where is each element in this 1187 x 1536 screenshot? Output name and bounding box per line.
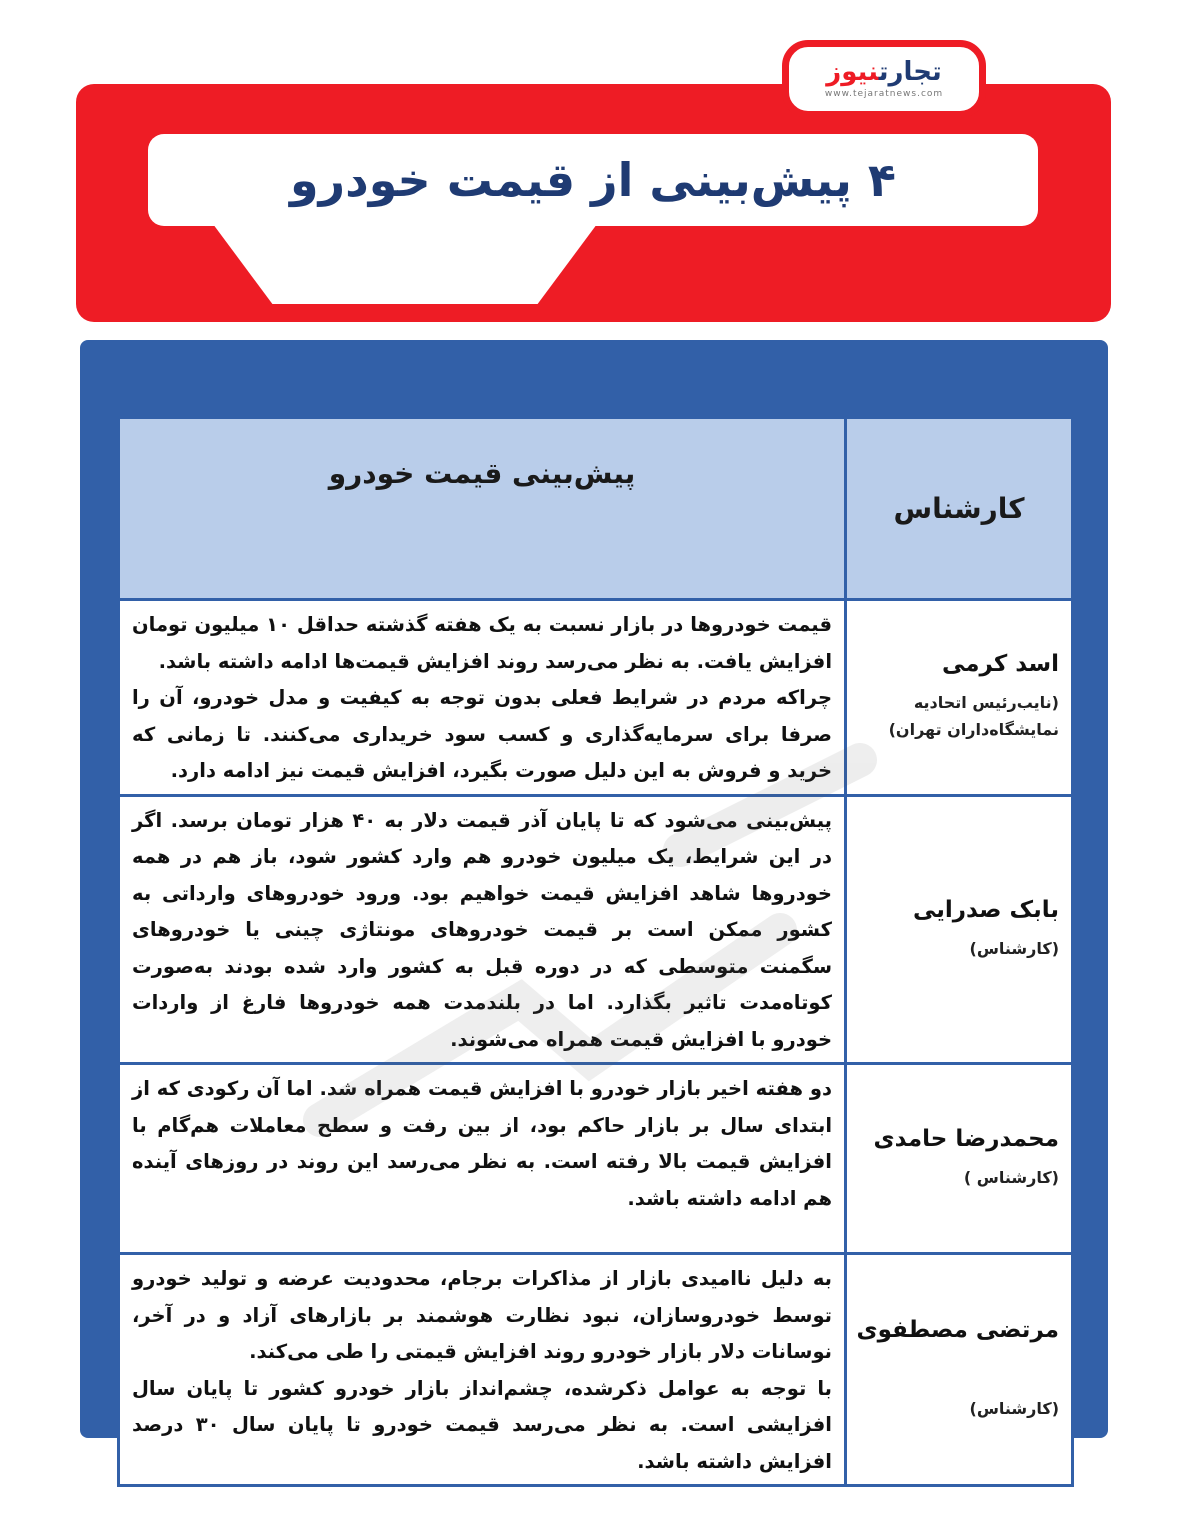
title-banner-notch: [210, 220, 600, 304]
expert-role: (کارشناس): [969, 938, 1059, 958]
table-row: [119, 795, 1073, 1064]
expert-cell: [846, 600, 1073, 796]
expert-name: بابک صدرایی: [912, 896, 1059, 923]
header-expert: کارشناس: [846, 418, 1073, 600]
forecast-cell: [119, 1254, 846, 1486]
brand-logo: [782, 40, 986, 118]
table-header-row: [119, 418, 1073, 600]
brand-part2: نیوز: [826, 57, 879, 87]
forecast-paragraph: قیمت خودروها در بازار نسبت به یک هفته گذشته حداقل ۱۰ میلیون تومان افزایش یافت. به نظر می‌رسد روند افزایش قیمت‌ها ادامه داشته باشد.: [132, 613, 832, 673]
expert-name: محمدرضا حامدی: [873, 1125, 1059, 1152]
expert-role: (کارشناس ): [963, 1167, 1059, 1187]
forecast-cell: [119, 1064, 846, 1254]
page-title: ۴ پیش‌بینی از قیمت خودرو: [290, 153, 896, 207]
forecast-table: [117, 416, 1074, 1487]
expert-cell: [846, 1064, 1073, 1254]
brand-url: www.tejaratnews.com: [824, 89, 944, 99]
expert-cell: [846, 795, 1073, 1064]
forecast-paragraph: دو هفته اخیر بازار خودرو با افزایش قیمت همراه شد. اما آن رکودی که از ابتدای سال بر بازار حاکم بود، از بین رفت و سطح معاملات هم‌گام با افزایش قیمت بالا رفته است. به نظر می‌رسد این روند در روزهای آینده هم ادامه داشته باشد.: [132, 1077, 832, 1210]
forecast-paragraph: چراکه مردم در شرایط فعلی بدون توجه به کیفیت و مدل خودرو، آن را صرفا برای سرمایه‌گذاری و کسب سود خریداری می‌کنند. تا زمانی که خرید و فروش به این دلیل صورت بگیرد، افزایش قیمت نیز ادامه دارد.: [132, 686, 832, 782]
title-box: [148, 134, 1038, 226]
table-row: [119, 1254, 1073, 1486]
forecast-cell: [119, 795, 846, 1064]
table-row: [119, 1064, 1073, 1254]
brand-name: [826, 59, 942, 85]
brand-part1: تجارت: [878, 57, 942, 87]
table-row: [119, 600, 1073, 796]
forecast-paragraph: با توجه به عوامل ذکرشده، چشم‌انداز بازار خودرو کشور تا پایان سال افزایشی است. به نظر می‌رسد قیمت خودرو تا پایان سال ۳۰ درصد افزایش داشته باشد.: [132, 1376, 832, 1473]
expert-name: مرتضی مصطفوی: [856, 1316, 1059, 1343]
header-forecast: پیش‌بینی قیمت خودرو: [119, 418, 846, 600]
expert-name: اسد کرمی: [942, 651, 1059, 678]
forecast-paragraph: پیش‌بینی می‌شود که تا پایان آذر قیمت دلار به ۴۰ هزار تومان برسد. اگر در این شرایط، یک میلیون خودرو هم وارد کشور شود، باز هم در همه خودروها شاهد افزایش قیمت خواهیم بود. ورود خودروهای وارداتی به کشور ممکن است بر قیمت خودروهای مونتاژی چینی یا خودروهای سگمنت متوسطی که در دوره قبل به کشور وارد شده بودند به‌صورت کوتاه‌مدت تاثیر بگذارد. اما در بلندمدت همه خودروها فارغ از واردات خودرو با افزایش قیمت همراه می‌شوند.: [132, 808, 832, 1051]
expert-role: (نایب‌رئیس اتحادیه: [913, 693, 1059, 713]
forecast-paragraph: به دلیل ناامیدی بازار از مذاکرات برجام، محدودیت عرضه و تولید خودرو توسط خودروسازان، نبود نظارت هوشمند بر بازارهای آزاد و در آخر، نوسانات دلار بازار خودرو روند افزایش قیمتی را طی می‌کند.: [132, 1267, 832, 1363]
expert-role: نمایشگاه‌داران تهران): [888, 720, 1059, 740]
spacer: [855, 1355, 1059, 1395]
expert-role: (کارشناس): [969, 1398, 1059, 1418]
expert-cell: [846, 1254, 1073, 1486]
forecast-cell: [119, 600, 846, 796]
